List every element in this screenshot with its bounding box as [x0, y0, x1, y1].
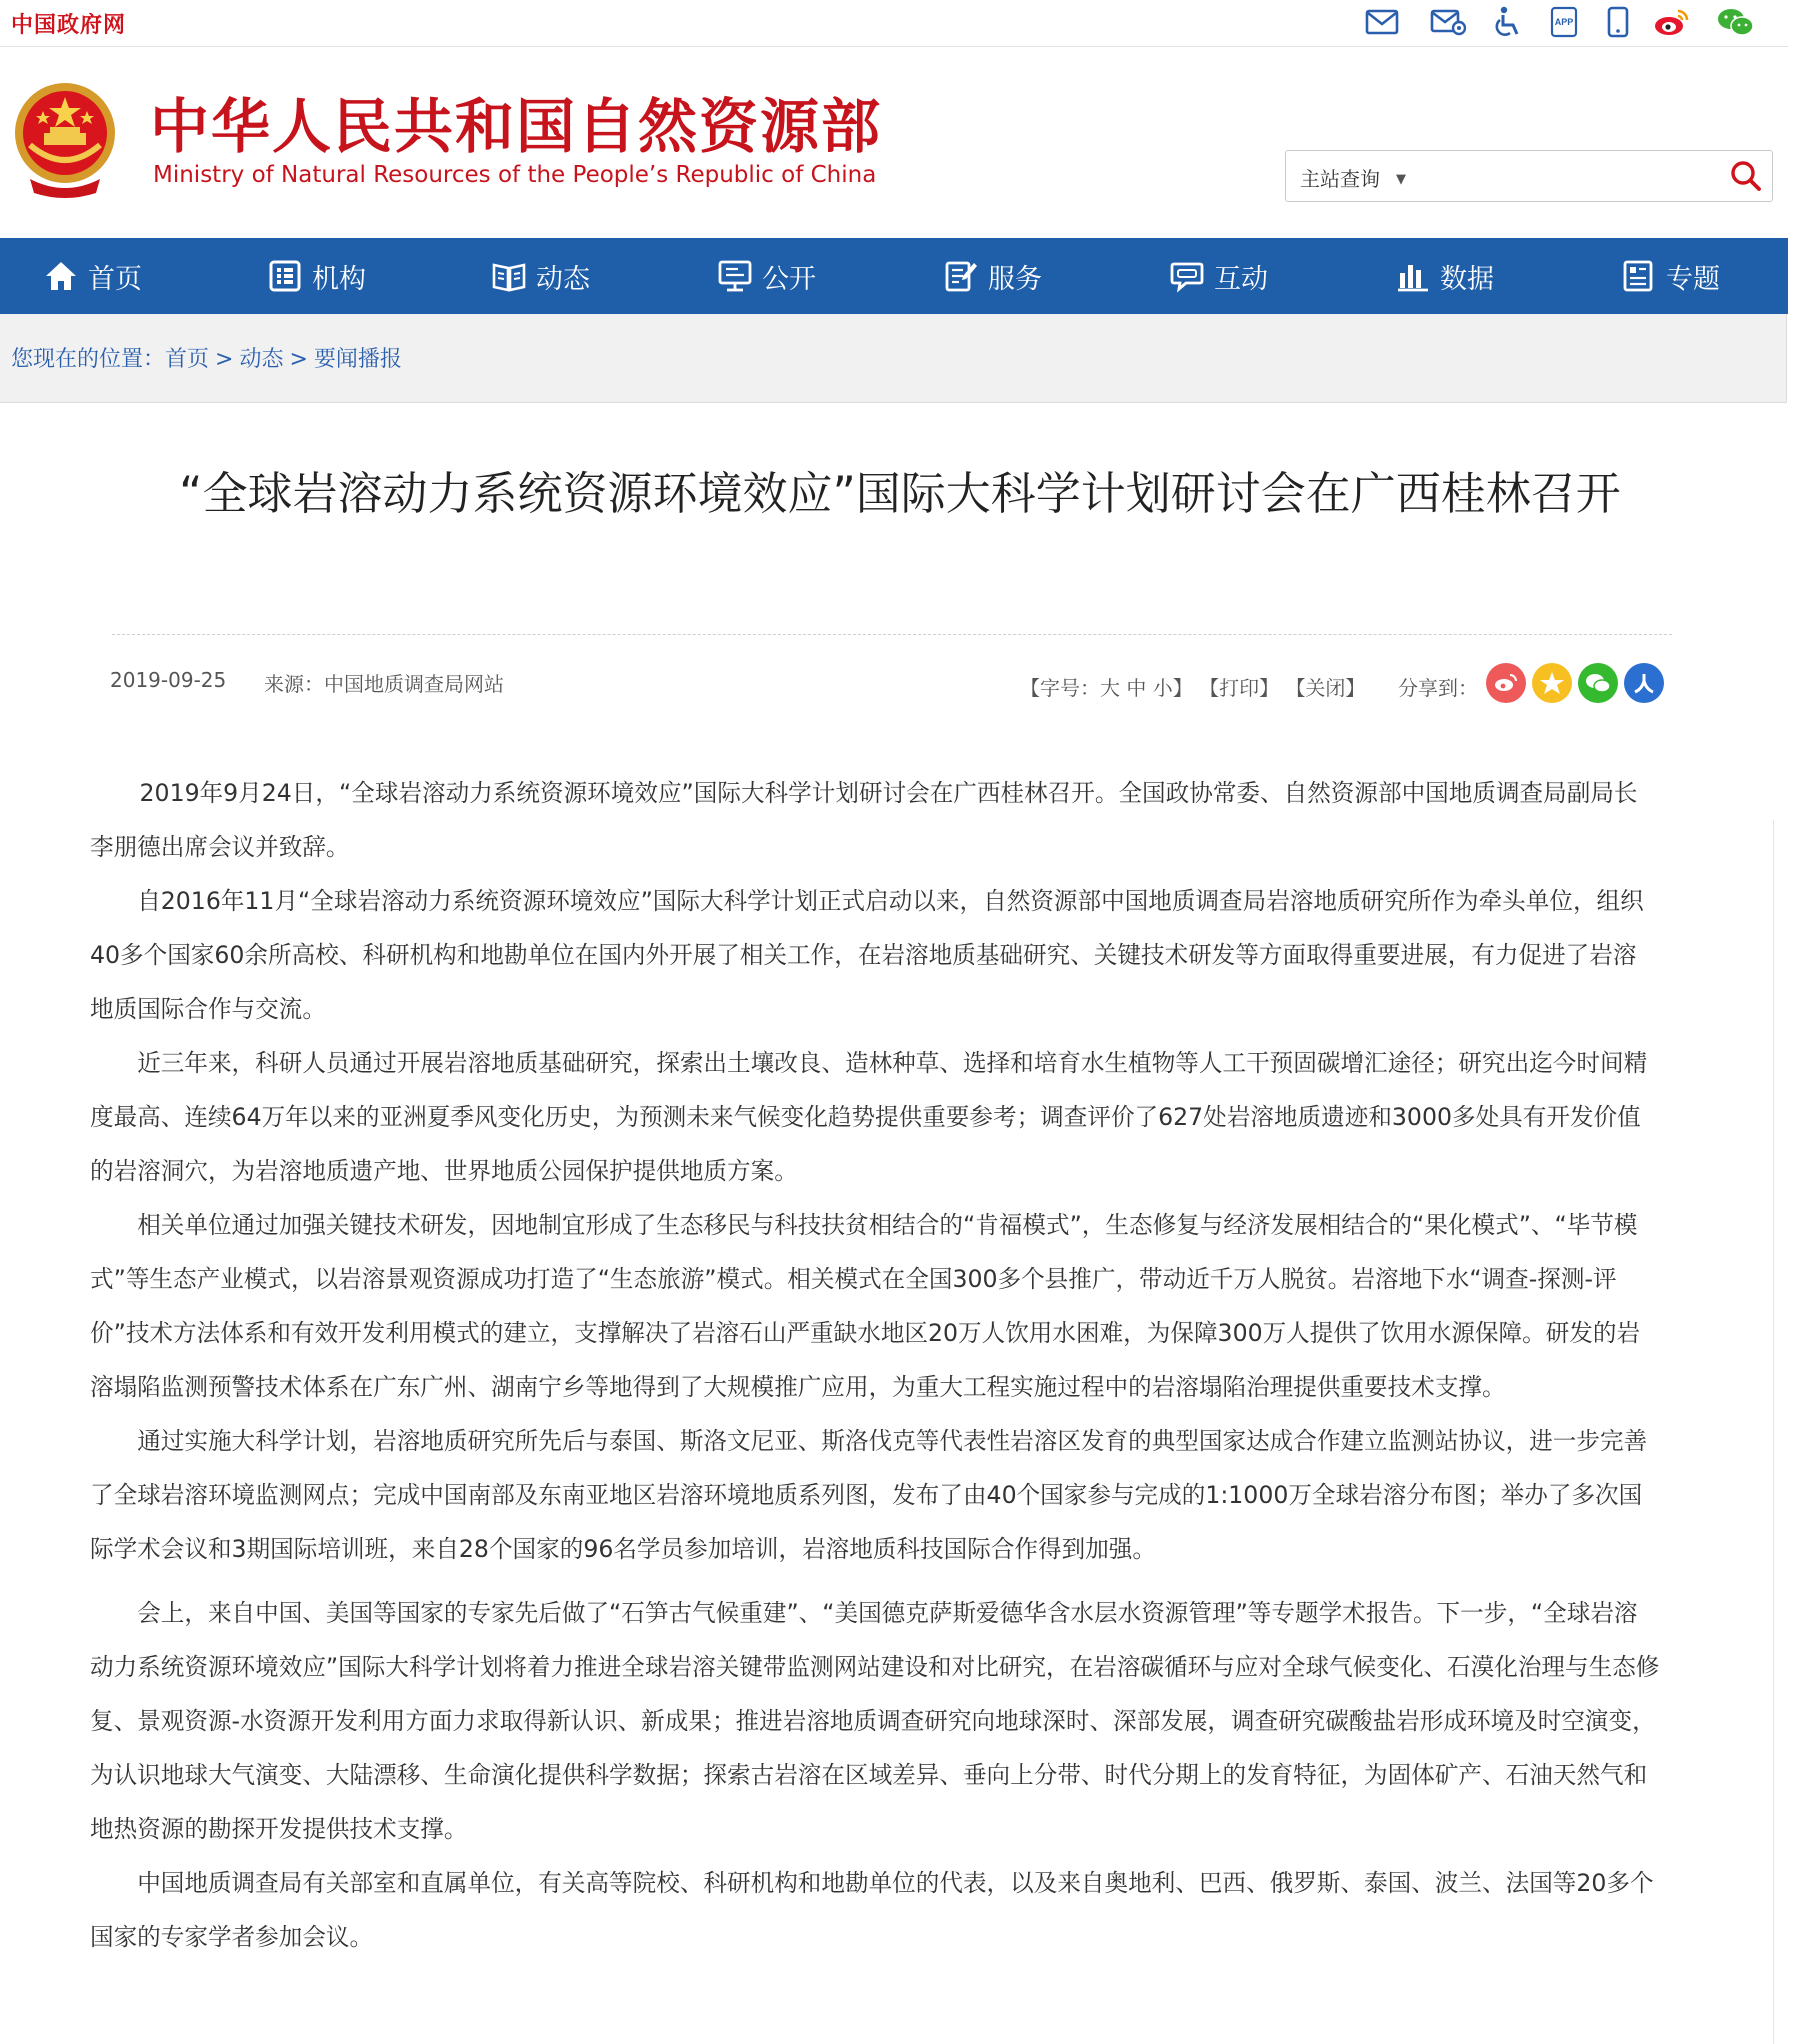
top-utility-bar	[0, 0, 1788, 47]
nav-item-disclosure[interactable]	[718, 238, 816, 314]
page-right-border	[1773, 820, 1774, 2044]
breadcrumb-news[interactable]: 动态	[239, 347, 284, 372]
wechat-share-icon[interactable]	[1578, 663, 1618, 703]
nav-item-interaction[interactable]	[1170, 238, 1268, 314]
search-input[interactable]	[1436, 159, 1700, 193]
article-date: 2019-09-25	[110, 668, 227, 692]
national-emblem-logo	[10, 75, 120, 203]
weibo-share-icon[interactable]	[1486, 663, 1526, 703]
nav-item-organization[interactable]	[268, 238, 366, 314]
font-size-small-button[interactable]: 小	[1152, 676, 1173, 700]
search-scope-label: 主站查询	[1300, 167, 1380, 191]
meta-divider	[112, 634, 1672, 635]
chevron-down-icon: ▼	[1396, 172, 1406, 187]
article-paragraph: 会上，来自中国、美国等国家的专家先后做了“石笋古气候重建”、“美国德克萨斯爱德华含水层水资源管理”等专题学术报告。下一步，“全球岩溶动力系统资源环境效应”国际大科学计划将着力推进全球岩溶关键带监测网站建设和对比研究，在岩溶碳循环与应对全球气候变化、石漠化治理与生态修复、景观资源-水资源开发利用方面力求取得新认识、新成果；推进岩溶地质调查研究向地球深时、深部发展，调查研究碳酸盐岩形成环境及时空演变，为认识地球大气演变、大陆漂移、生命演化提供科学数据；探索古岩溶在区域差异、垂向上分带、时代分期上的发育特征，为固体矿产、石油天然气和地热资源的勘探开发提供技术支撑。	[90, 1599, 1660, 1843]
nav-item-label: 动态	[536, 263, 590, 295]
nav-item-label: 首页	[88, 263, 142, 295]
article-title: “全球岩溶动力系统资源环境效应”国际大科学计划研讨会在广西桂林召开	[179, 467, 1621, 520]
disclosure-icon	[718, 259, 752, 293]
font-size-medium-button[interactable]: 中	[1126, 676, 1147, 700]
topic-icon	[1622, 259, 1656, 293]
close-button[interactable]: 【关闭】	[1285, 676, 1366, 700]
font-size-suffix: 】	[1172, 676, 1193, 700]
site-title: 中华人民共和国自然资源部	[150, 92, 883, 161]
nav-item-topics[interactable]	[1622, 238, 1720, 314]
bar-chart-icon	[1396, 259, 1430, 293]
site-header	[0, 47, 1788, 238]
qzone-share-icon[interactable]	[1532, 663, 1572, 703]
app-icon[interactable]	[1544, 2, 1584, 42]
nav-item-data[interactable]	[1396, 238, 1494, 314]
article-body	[90, 766, 1660, 1964]
search-scope-select[interactable]	[1300, 163, 1406, 192]
home-icon	[44, 259, 78, 293]
nav-item-label: 互动	[1214, 263, 1268, 295]
email-icon[interactable]	[1362, 2, 1402, 42]
article-tools	[1020, 672, 1365, 701]
chat-icon	[1170, 259, 1204, 293]
breadcrumb	[11, 342, 402, 373]
gov-portal-link[interactable]: 中国政府网	[11, 13, 127, 38]
main-nav	[0, 238, 1788, 314]
font-size-prefix: 【字号：	[1020, 676, 1100, 700]
breadcrumb-separator: >	[289, 347, 308, 372]
print-button[interactable]: 【打印】	[1199, 676, 1280, 700]
article-paragraph: 近三年来，科研人员通过开展岩溶地质基础研究，探索出土壤改良、造林种草、选择和培育水生植物等人工干预固碳增汇途径；研究出迄今时间精度最高、连续64万年以来的亚洲夏季风变化历史，为预测未来气候变化趋势提供重要参考；调查评价了627处岩溶地质遗迹和3000多处具有开发价值的岩溶洞穴，为岩溶地质遗产地、世界地质公园保护提供地质方案。	[90, 1049, 1648, 1185]
mobile-icon[interactable]	[1598, 2, 1638, 42]
svg-text:APP: APP	[1554, 17, 1574, 27]
mailbox-settings-icon[interactable]	[1428, 2, 1468, 42]
news-icon	[492, 259, 526, 293]
site-subtitle: Ministry of Natural Resources of the People’s Republic of China	[153, 162, 877, 188]
article-paragraph: 相关单位通过加强关键技术研发，因地制宜形成了生态移民与科技扶贫相结合的“肯福模式”，生态修复与经济发展相结合的“果化模式”、“毕节模式”等生态产业模式，以岩溶景观资源成功打造了“生态旅游”模式。相关模式在全国300多个县推广，带动近千万人脱贫。岩溶地下水“调查-探测-评价”技术方法体系和有效开发利用模式的建立，支撑解决了岩溶石山严重缺水地区20万人饮用水困难，为保障300万人提供了饮用水源保障。研发的岩溶塌陷监测预警技术体系在广东广州、湖南宁乡等地得到了大规模推广应用，为重大工程实施过程中的岩溶塌陷治理提供重要技术支撑。	[90, 1211, 1641, 1401]
site-search-box	[1285, 150, 1773, 202]
nav-item-service[interactable]	[944, 238, 1042, 314]
weibo-icon[interactable]	[1652, 2, 1692, 42]
nav-item-home[interactable]	[44, 238, 142, 314]
nav-item-label: 机构	[312, 263, 366, 295]
breadcrumb-headlines[interactable]: 要闻播报	[313, 347, 402, 372]
organization-icon	[268, 259, 302, 293]
article-paragraph: 2019年9月24日，“全球岩溶动力系统资源环境效应”国际大科学计划研讨会在广西桂林召开。全国政协常委、自然资源部中国地质调查局副局长李朋德出席会议并致辞。	[90, 779, 1638, 861]
article-paragraph: 自2016年11月“全球岩溶动力系统资源环境效应”国际大科学计划正式启动以来，自然资源部中国地质调查局岩溶地质研究所作为牵头单位，组织40多个国家60余所高校、科研机构和地勘单位在国内外开展了相关工作，在岩溶地质基础研究、关键技术研发等方面取得重要进展，有力促进了岩溶地质国际合作与交流。	[90, 887, 1644, 1023]
nav-item-label: 服务	[988, 263, 1042, 295]
nav-item-label: 专题	[1666, 263, 1720, 295]
share-label: 分享到：	[1398, 676, 1478, 700]
breadcrumb-bar	[0, 314, 1787, 403]
renren-share-icon[interactable]	[1624, 663, 1664, 703]
font-size-large-button[interactable]: 大	[1100, 676, 1120, 700]
article-paragraph: 通过实施大科学计划，岩溶地质研究所先后与泰国、斯洛文尼亚、斯洛伐克等代表性岩溶区发育的典型国家达成合作建立监测站协议，进一步完善了全球岩溶环境监测网点；完成中国南部及东南亚地区岩溶环境地质系列图，发布了由40个国家参与完成的1:1000万全球岩溶分布图；举办了多次国际学术会议和3期国际培训班，来自28个国家的96名学员参加培训，岩溶地质科技国际合作得到加强。	[90, 1427, 1648, 1563]
search-icon[interactable]	[1730, 160, 1762, 192]
article-source: 来源：中国地质调查局网站	[264, 672, 504, 696]
breadcrumb-home[interactable]: 首页	[165, 347, 210, 372]
breadcrumb-prefix: 您现在的位置：	[11, 347, 166, 372]
nav-item-label: 数据	[1440, 263, 1494, 295]
breadcrumb-separator: >	[215, 347, 234, 372]
accessibility-icon[interactable]	[1488, 2, 1528, 42]
wechat-icon[interactable]	[1716, 2, 1756, 42]
service-icon	[944, 259, 978, 293]
article-paragraph: 中国地质调查局有关部室和直属单位，有关高等院校、科研机构和地勘单位的代表，以及来自奥地利、巴西、俄罗斯、泰国、波兰、法国等20多个国家的专家学者参加会议。	[90, 1869, 1654, 1951]
nav-item-news[interactable]	[492, 238, 590, 314]
nav-item-label: 公开	[762, 263, 816, 295]
